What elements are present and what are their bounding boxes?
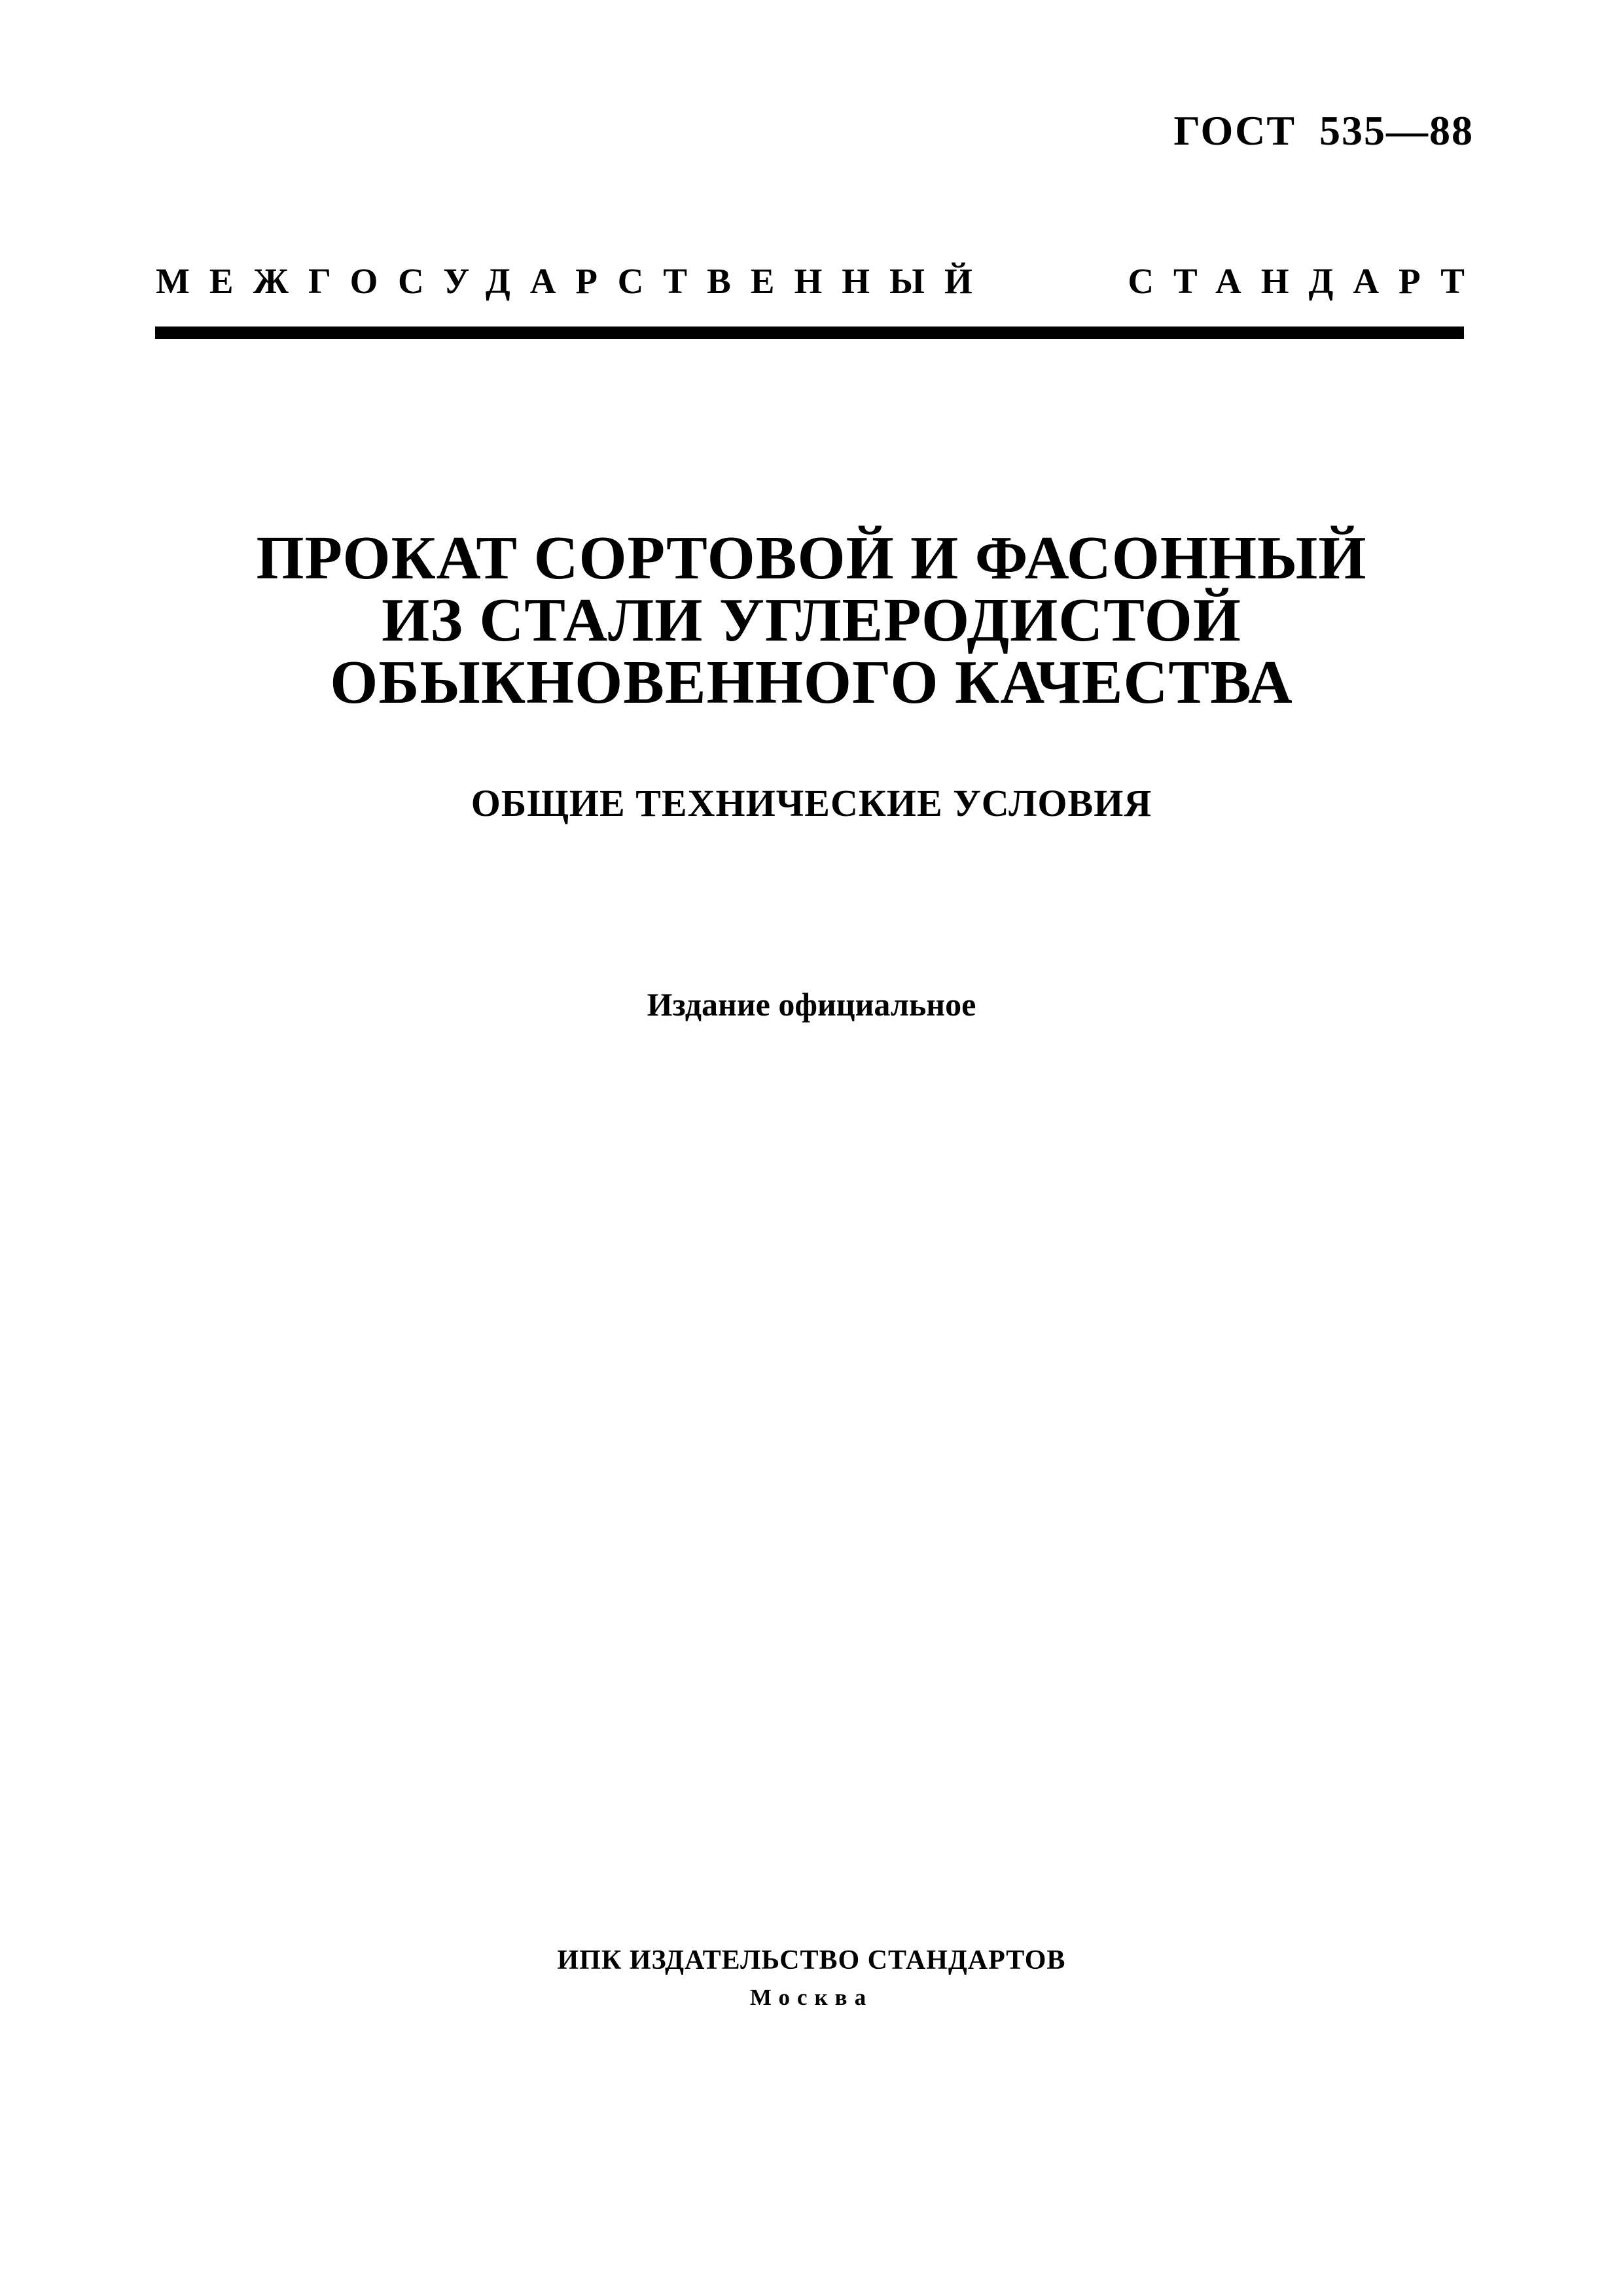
standard-number: ГОСТ 535—88: [1173, 107, 1474, 154]
banner-word-standard: СТАНДАРТ: [1128, 261, 1484, 301]
standard-type-banner: [156, 260, 1484, 302]
document-subtitle: ОБЩИЕ ТЕХНИЧЕСКИЕ УСЛОВИЯ: [471, 782, 1152, 824]
title-line-3: ОБЫКНОВЕННОГО КАЧЕСТВА: [330, 648, 1293, 716]
edition-note: Издание официальное: [647, 986, 976, 1023]
horizontal-rule: [155, 327, 1464, 339]
publisher-city: Москва: [749, 1985, 874, 2010]
title-line-1: ПРОКАТ СОРТОВОЙ И ФАСОННЫЙ: [256, 524, 1367, 592]
document-title: [0, 524, 1623, 716]
publisher-name: ИПК ИЗДАТЕЛЬСТВО СТАНДАРТОВ: [557, 1945, 1066, 1975]
title-line-2: ИЗ СТАЛИ УГЛЕРОДИСТОЙ: [382, 586, 1241, 654]
banner-word-interstate: МЕЖГОСУДАРСТВЕННЫЙ: [156, 261, 992, 301]
